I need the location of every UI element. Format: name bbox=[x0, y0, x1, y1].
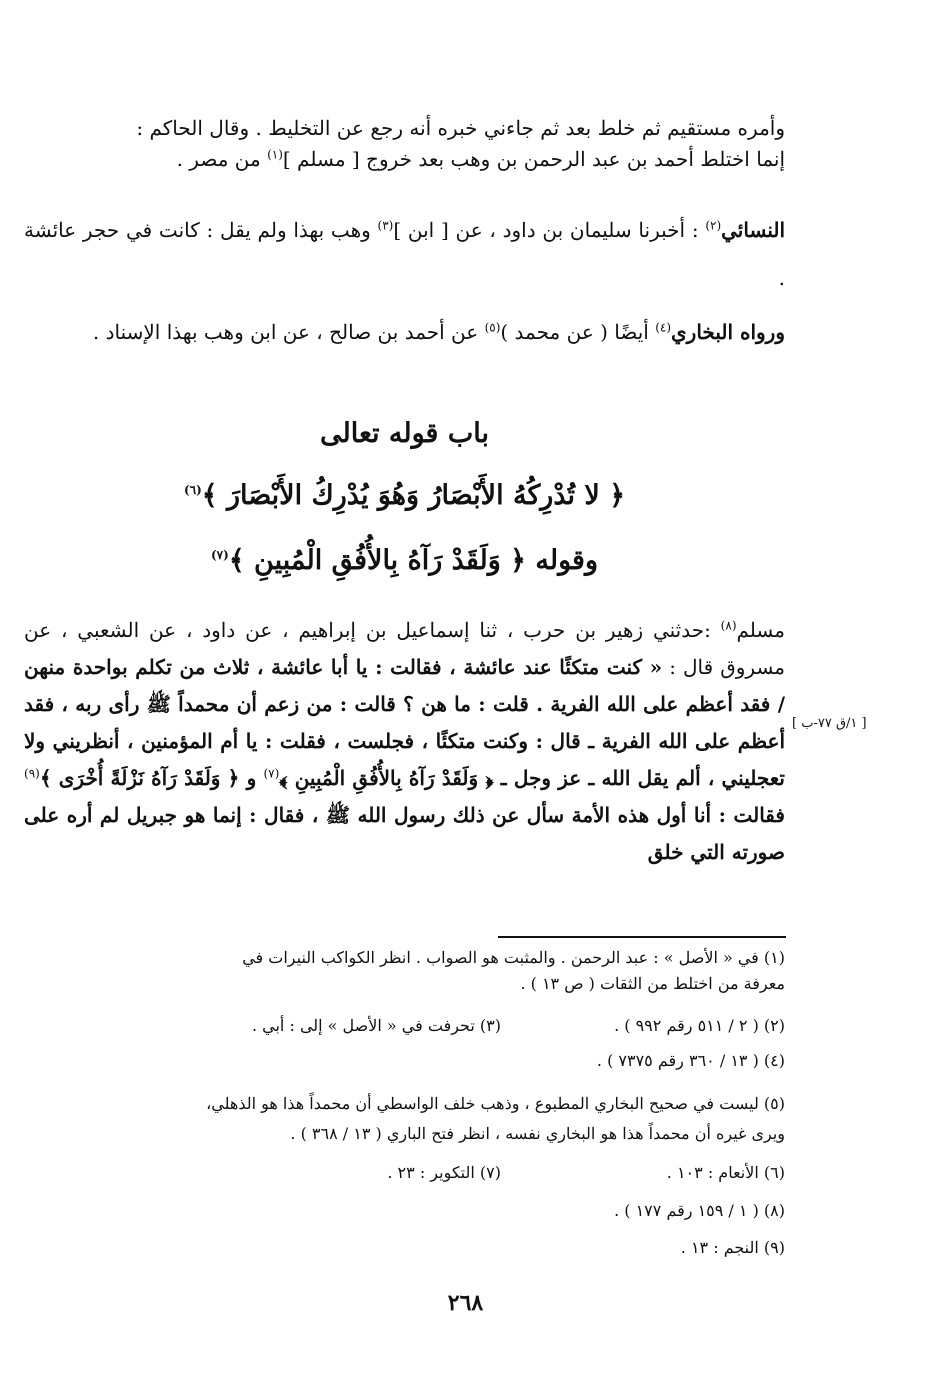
text-span: عن أحمد بن صالح ، عن ابن وهب بهذا الإسناد . bbox=[92, 320, 485, 344]
text-span: إنما اختلط أحمد بن عبد الرحمن بن وهب بعد خروج [ مسلم ] bbox=[282, 147, 785, 171]
text-span: : أخبرنا سليمان بن داود ، عن [ ابن ] bbox=[393, 218, 706, 242]
text-span: من مصر . bbox=[176, 147, 268, 171]
hadith-matn: و ﴿ وَلَقَدْ رَآهُ نَزْلَةً أُخْرَى ﴾ bbox=[39, 766, 264, 790]
verse-text: ﴿ لا تُدْرِكُهُ الأَبْصَارُ وَهُوَ يُدْرِكُ الأَبْصَارَ ﴾ bbox=[201, 480, 626, 511]
footnote-ref[interactable]: (٣) bbox=[377, 218, 394, 233]
footnote-line: (١) في « الأصل » : عبد الرحمن . والمثبت هو الصواب . انظر الكواكب النيرات في bbox=[242, 948, 785, 967]
footnote-6: (٦) الأنعام : ١٠٣ . bbox=[666, 1163, 785, 1182]
footnote-7: (٧) التكوير : ٢٣ . bbox=[387, 1163, 501, 1182]
narrator-name: ورواه البخاري bbox=[671, 320, 785, 344]
text-line: وأمره مستقيم ثم خلط بعد ثم جاءني خبره أنه رجع عن التخليط . وقال الحاكم : bbox=[136, 116, 785, 140]
page-number: ٢٦٨ bbox=[447, 1290, 484, 1316]
footnote-ref[interactable]: (٧) bbox=[263, 766, 280, 781]
text-span: أيضًا ( عن محمد ) bbox=[500, 320, 656, 344]
footnote-ref[interactable]: (٨) bbox=[720, 618, 737, 633]
hadith-paragraph bbox=[24, 612, 785, 871]
verse-prefix: وقوله bbox=[535, 545, 598, 576]
footnote-line: ويرى غيره أن محمداً هذا هو البخاري نفسه ، انظر فتح الباري ( ١٣ / ٣٦٨ ) . bbox=[290, 1124, 785, 1143]
footnote-ref[interactable]: (٩) bbox=[24, 766, 40, 781]
hadith-source: مسلم bbox=[736, 618, 785, 642]
footnote-4: (٤) ( ١٣ / ٣٦٠ رقم ٧٣٧٥ ) . bbox=[596, 1051, 785, 1070]
paragraph-nasai bbox=[24, 206, 785, 302]
footnote-ref[interactable]: (١) bbox=[267, 147, 283, 162]
footnote-line: (٥) ليست في صحيح البخاري المطبوع ، وذهب خلف الواسطي أن محمداً هذا هو الذهلي، bbox=[206, 1094, 785, 1113]
text-span: وهب بهذا ولم يقل : كانت في حجر عائشة . bbox=[24, 218, 785, 290]
footnote-ref[interactable]: (٢) bbox=[705, 218, 722, 233]
chapter-title: باب قوله تعالى bbox=[319, 418, 489, 449]
hadith-isnad: :حدثني زهير بن حرب ، ثنا إسماعيل بن إبراهيم ، عن داود ، عن الشعبي ، عن مسروق قال : bbox=[24, 618, 785, 679]
footnote-9: (٩) النجم : ١٣ . bbox=[680, 1238, 785, 1257]
footnote-ref[interactable]: (٥) bbox=[484, 320, 501, 335]
narrator-name: النسائي bbox=[721, 218, 785, 242]
footnote-8: (٨) ( ١ / ١٥٩ رقم ١٧٧ ) . bbox=[614, 1201, 785, 1220]
footnote-3: (٣) تحرفت في « الأصل » إلى : أبي . bbox=[251, 1016, 501, 1035]
footnote-line: معرفة من اختلط من الثقات ( ص ١٣ ) . bbox=[520, 974, 785, 993]
hadith-matn: « كنت متكئًا عند عائشة ، فقالت : يا أبا عائشة ، ثلاث من تكلم بواحدة منهن / فقد أعظم على الله الفرية . قلت : ما هن ؟ قالت : من زعم أن محمداً ﷺ رأى ربه ، فقد أعظم على الله الفرية ـ قال : وكنت متكئًا ، فجلست ، فقلت : يا أم المؤمنين ، أنظريني ولا تعجليني ، ألم يقل الله ـ عز وجل ـ ﴿ وَلَقَدْ رَآهُ بِالأُفُقِ الْمُبِينِ ﴾ bbox=[24, 655, 785, 790]
chapter-verse-2 bbox=[24, 545, 785, 576]
paragraph-bukhari bbox=[24, 314, 785, 351]
footnote-1 bbox=[24, 945, 785, 997]
manuscript-folio-note: [ ١/ق ٧٧-ب ] bbox=[792, 716, 867, 731]
hadith-matn: فقالت : أنا أول هذه الأمة سأل عن ذلك رسول الله ﷺ ، فقال : إنما هو جبريل لم أره على صورته التي خلق bbox=[24, 803, 785, 864]
verse-text: ﴿ وَلَقَدْ رَآهُ بِالأُفُقِ الْمُبِينِ ﴾ bbox=[228, 545, 536, 576]
footnote-2: (٢) ( ٢ / ٥١١ رقم ٩٩٢ ) . bbox=[614, 1016, 785, 1035]
footnote-divider bbox=[498, 936, 786, 938]
paragraph-hakim bbox=[24, 113, 785, 175]
footnote-5 bbox=[24, 1089, 785, 1149]
footnote-ref[interactable]: (٤) bbox=[655, 320, 672, 335]
footnote-ref[interactable]: (٦) bbox=[183, 483, 202, 497]
chapter-verse-1 bbox=[24, 480, 785, 511]
text-line bbox=[24, 144, 785, 175]
footnote-ref[interactable]: (٧) bbox=[210, 548, 229, 562]
